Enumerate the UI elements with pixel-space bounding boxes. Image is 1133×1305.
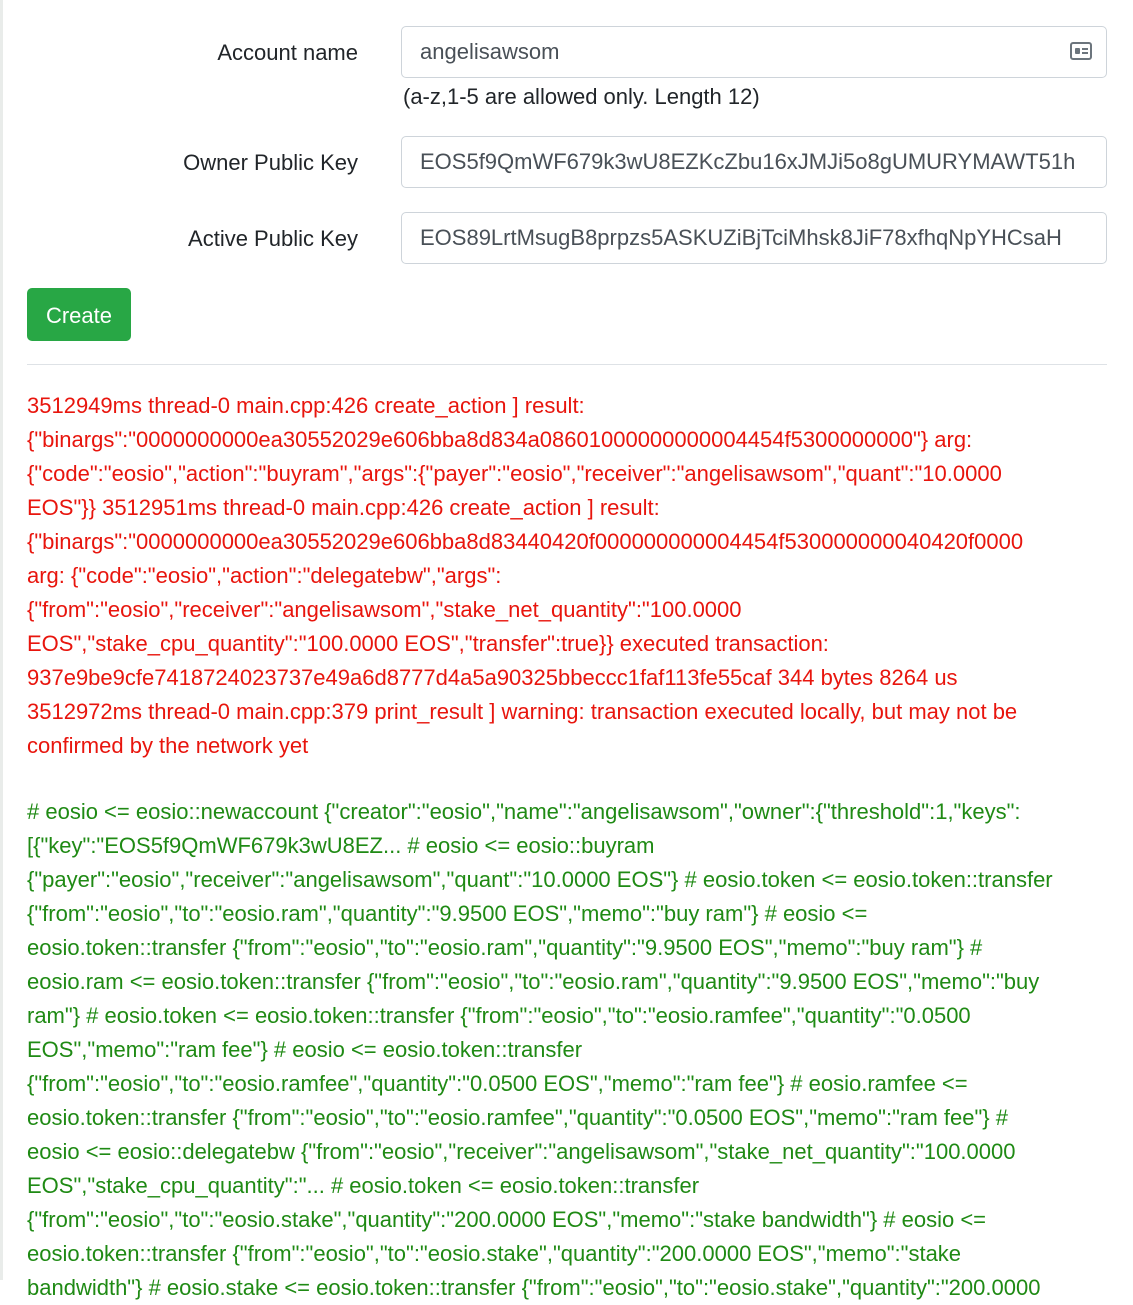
account-name-hint: (a-z,1-5 are allowed only. Length 12) (403, 84, 760, 109)
window-edge (0, 0, 3, 1280)
active-key-label: Active Public Key (188, 226, 358, 251)
error-log-line: 3512972ms thread-0 main.cpp:379 print_result ] warning: transaction executed locally, but may not be (27, 699, 1018, 724)
error-log-line: {"from":"eosio","receiver":"angelisawsom","stake_net_quantity":"100.0000 (27, 597, 742, 622)
error-output (27, 389, 1133, 763)
success-log-line: EOS","stake_cpu_quantity":"... # eosio.token <= eosio.token::transfer (27, 1173, 700, 1198)
success-log-line: [{"key":"EOS5f9QmWF679k3wU8EZ... # eosio <= eosio::buyram (27, 833, 655, 858)
error-log-line: EOS"}} 3512951ms thread-0 main.cpp:426 create_action ] result: (27, 495, 660, 520)
success-log-line: {"from":"eosio","to":"eosio.stake","quantity":"200.0000 EOS","memo":"stake bandwidth"} # eosio <= (27, 1207, 987, 1232)
success-log-line: {"from":"eosio","to":"eosio.ram","quantity":"9.9500 EOS","memo":"buy ram"} # eosio <= (27, 901, 868, 926)
owner-key-value: EOS5f9QmWF679k3wU8EZKcZbu16xJMJi5o8gUMURYMAWT51h (420, 149, 1076, 174)
owner-key-label: Owner Public Key (183, 150, 358, 175)
create-button[interactable]: Create (27, 288, 131, 341)
active-key-value: EOS89LrtMsugB8prpzs5ASKUZiBjTciMhsk8JiF78xfhqNpYHCsaH (420, 225, 1062, 250)
success-log-line: EOS","memo":"ram fee"} # eosio <= eosio.token::transfer (27, 1037, 583, 1062)
error-log-line: 937e9be9cfe7418724023737e49a6d8777d4a5a90325bbeccc1faf113fe55caf 344 bytes 8264 us (27, 665, 958, 690)
error-log-line: {"binargs":"0000000000ea30552029e606bba8d83440420f000000000004454f530000000040420f0000 (27, 529, 1024, 554)
success-log-line: # eosio <= eosio::newaccount {"creator":"eosio","name":"angelisawsom","owner":{"threshold":1,"keys": (27, 799, 1021, 824)
divider (27, 364, 1107, 365)
success-log-line: {"from":"eosio","to":"eosio.ramfee","quantity":"0.0500 EOS","memo":"ram fee"} # eosio.ramfee <= (27, 1071, 968, 1096)
contact-card-icon[interactable] (1070, 42, 1092, 60)
success-log-line: eosio.token::transfer {"from":"eosio","to":"eosio.ramfee","quantity":"0.0500 EOS","memo":"ram fee"} # (27, 1105, 1008, 1130)
success-log-line: eosio.token::transfer {"from":"eosio","to":"eosio.stake","quantity":"200.0000 EOS","memo":"stake (27, 1241, 962, 1266)
success-output (27, 795, 1107, 1305)
error-log-line: {"code":"eosio","action":"buyram","args":{"payer":"eosio","receiver":"angelisawsom","quant":"10.0000 (27, 461, 1002, 486)
error-log-line: confirmed by the network yet (27, 733, 309, 758)
success-log-line: ram"} # eosio.token <= eosio.token::transfer {"from":"eosio","to":"eosio.ramfee","quantity":"0.0500 (27, 1003, 971, 1028)
error-log-line: {"binargs":"0000000000ea30552029e606bba8d834a08601000000000004454f5300000000"} arg: (27, 427, 973, 452)
error-log-line: arg: {"code":"eosio","action":"delegatebw","args": (27, 563, 502, 588)
owner-key-input[interactable] (401, 136, 1107, 188)
account-name-label: Account name (217, 40, 358, 65)
active-key-input[interactable] (401, 212, 1107, 264)
success-log-line: {"payer":"eosio","receiver":"angelisawsom","quant":"10.0000 EOS"} # eosio.token <= eosio.token::transfer (27, 867, 1053, 892)
success-log-line: eosio.ram <= eosio.token::transfer {"from":"eosio","to":"eosio.ram","quantity":"9.9500 EOS","memo":"buy (27, 969, 1040, 994)
error-log-line: EOS","stake_cpu_quantity":"100.0000 EOS","transfer":true}} executed transaction: (27, 631, 829, 656)
error-log-line: 3512949ms thread-0 main.cpp:426 create_action ] result: (27, 393, 585, 418)
success-log-line: eosio.token::transfer {"from":"eosio","to":"eosio.ram","quantity":"9.9500 EOS","memo":"buy ram"} # (27, 935, 983, 960)
success-log-line: bandwidth"} # eosio.stake <= eosio.token::transfer {"from":"eosio","to":"eosio.stake","quantity":"200.0000 (27, 1275, 1041, 1300)
account-name-input[interactable] (401, 26, 1107, 78)
success-log-line: eosio <= eosio::delegatebw {"from":"eosio","receiver":"angelisawsom","stake_net_quantity":"100.0000 (27, 1139, 1016, 1164)
account-name-value: angelisawsom (420, 39, 560, 64)
